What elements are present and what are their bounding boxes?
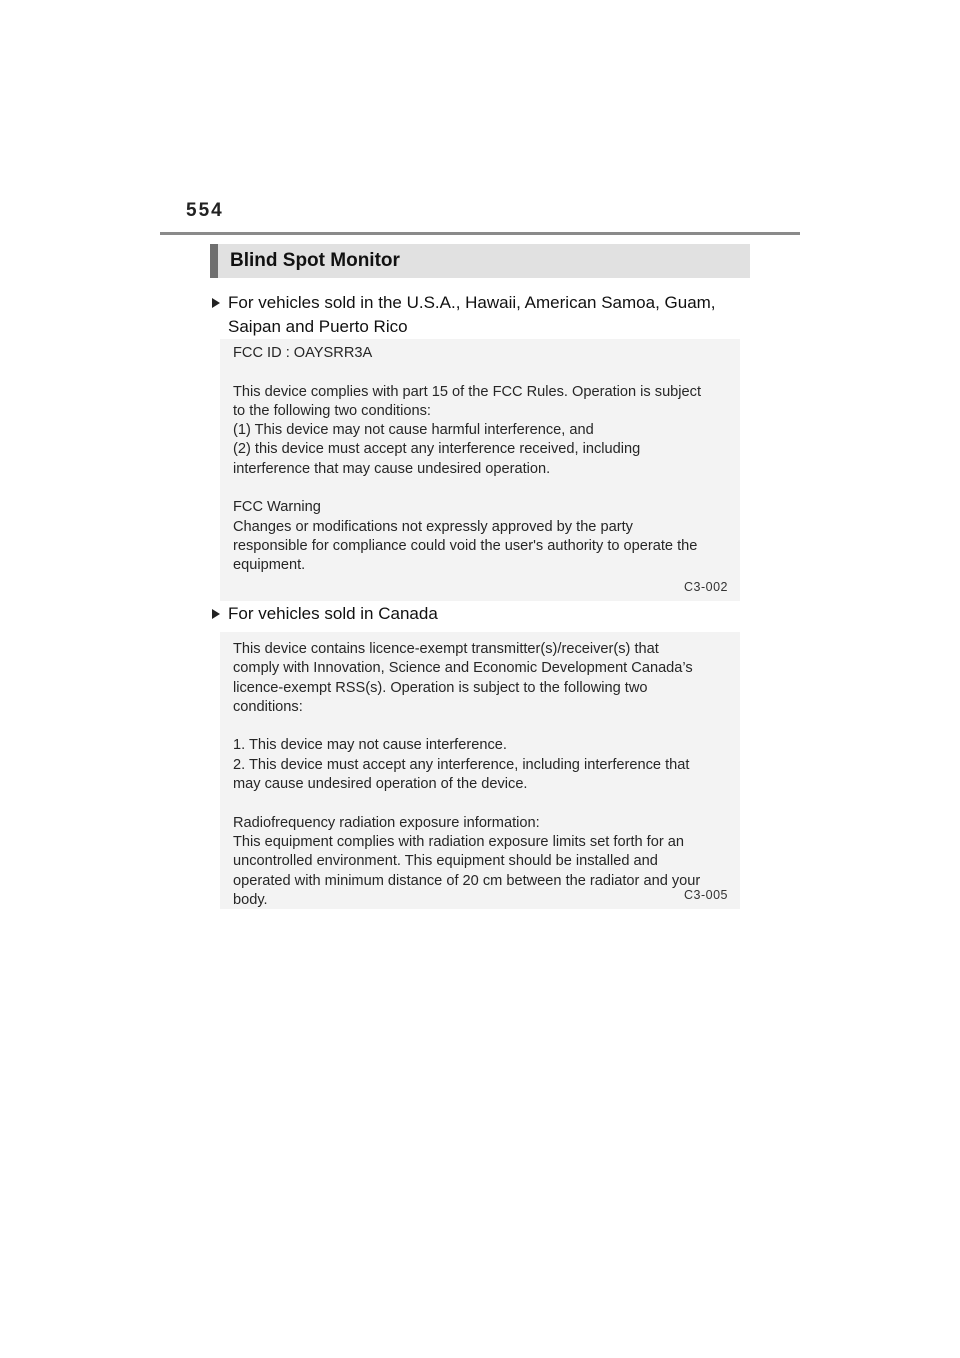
header-rule [160, 232, 800, 235]
bullet-us-line: Saipan and Puerto Rico [228, 317, 408, 336]
section-header [210, 244, 750, 278]
fcc-warning-title: FCC Warning [233, 499, 321, 516]
bullet-us-vehicles [212, 291, 758, 339]
fcc-label-box [220, 339, 740, 601]
bullet-triangle-icon [212, 609, 220, 619]
canada-radiation-line: operated with minimum distance of 20 cm between the radiator and your [233, 872, 701, 889]
fcc-warning-line: equipment. [233, 557, 306, 574]
canada-radiation-line: Radiofrequency radiation exposure information: [233, 814, 540, 831]
fcc-compliance-line: to the following two conditions: [233, 402, 431, 419]
section-title: Blind Spot Monitor [230, 250, 400, 271]
fcc-compliance-line: interference that may cause undesired operation. [233, 460, 551, 477]
canada-licence-line: comply with Innovation, Science and Economic Development Canada’s [233, 660, 693, 677]
fcc-warning-line: responsible for compliance could void the user's authority to operate the [233, 537, 698, 554]
figure-code: C3-002 [684, 579, 728, 594]
figure-code: C3-005 [684, 887, 728, 902]
canada-radiation-line: body. [233, 891, 268, 908]
fcc-compliance-line: This device complies with part 15 of the FCC Rules. Operation is subject [233, 383, 702, 400]
canada-label-box [220, 632, 740, 909]
canada-radiation-line: uncontrolled environment. This equipment should be installed and [233, 853, 658, 870]
fcc-warning-line: Changes or modifications not expressly approved by the party [233, 518, 633, 535]
bullet-triangle-icon [212, 298, 220, 308]
canada-licence-line: licence-exempt RSS(s). Operation is subject to the following two [233, 679, 648, 696]
canada-licence-line: conditions: [233, 698, 303, 715]
bullet-us-line: For vehicles sold in the U.S.A., Hawaii, American Samoa, Guam, [228, 293, 716, 312]
canada-condition-line: may cause undesired operation of the device. [233, 776, 528, 793]
canada-radiation-line: This equipment complies with radiation exposure limits set forth for an [233, 833, 684, 850]
bullet-canada-text: For vehicles sold in Canada [228, 604, 438, 623]
fcc-id: FCC ID : OAYSRR3A [233, 345, 373, 361]
canada-licence-line: This device contains licence-exempt transmitter(s)/receiver(s) that [233, 641, 659, 657]
fcc-compliance-line: (2) this device must accept any interference received, including [233, 441, 641, 458]
canada-condition-line: 1. This device may not cause interference. [233, 737, 507, 754]
page-number: 554 [186, 200, 224, 221]
bullet-us-text [228, 291, 758, 339]
bullet-canada-vehicles [212, 602, 758, 626]
fcc-compliance-line: (1) This device may not cause harmful interference, and [233, 422, 594, 439]
canada-condition-line: 2. This device must accept any interference, including interference that [233, 756, 690, 773]
